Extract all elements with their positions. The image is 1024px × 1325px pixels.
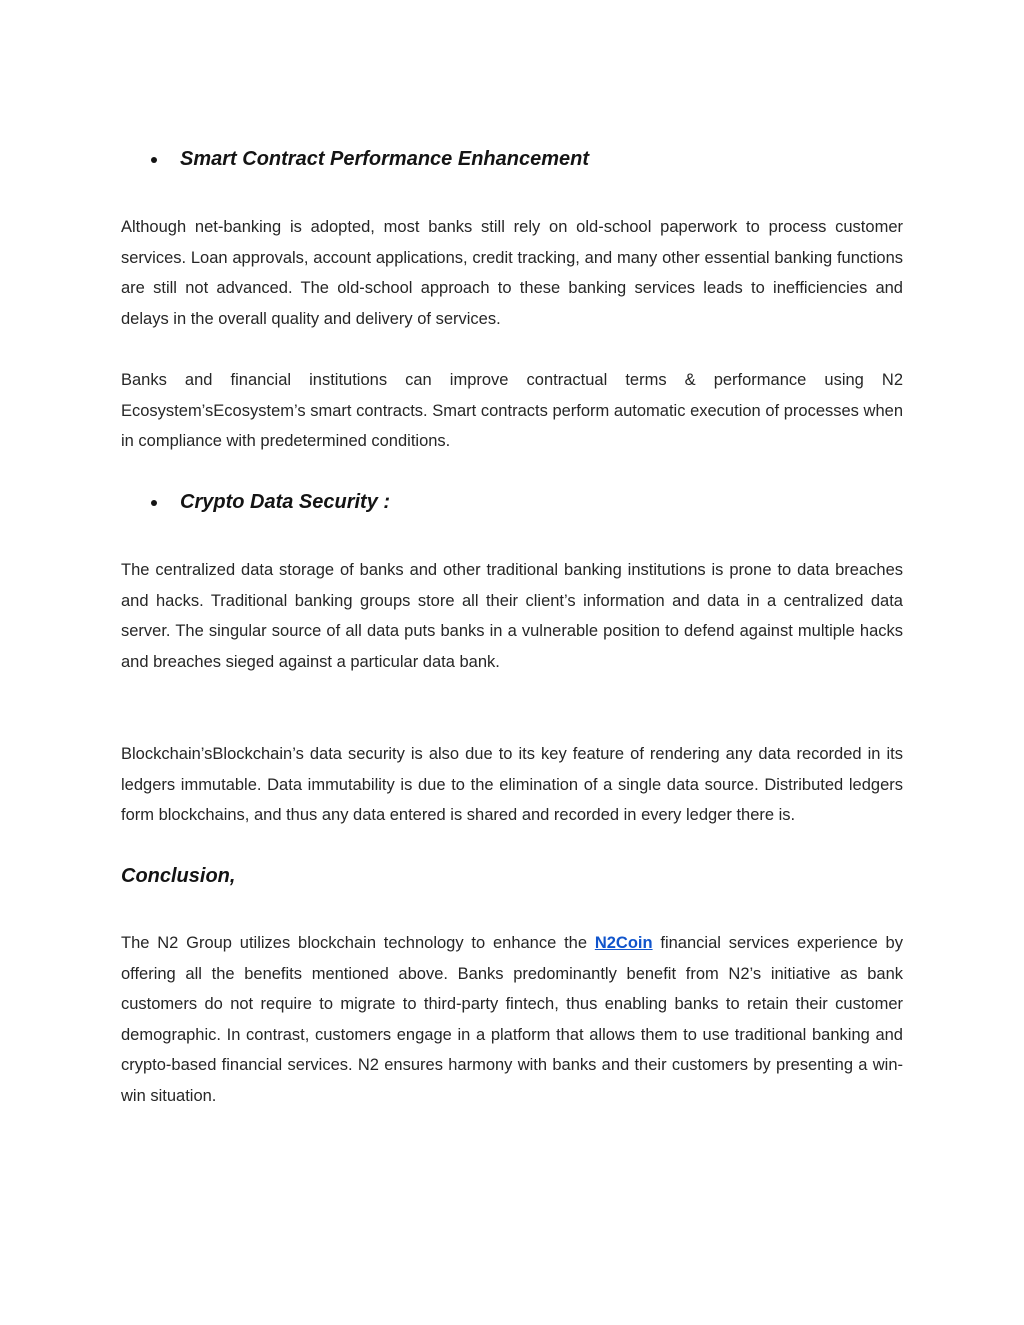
smart-contract-paragraph-2: Banks and financial institutions can improve contractual terms & performance using N2 Ecosystem’sEcosystem’s smart contracts. Smart contracts perform automatic execution of processes when in compliance with predetermined conditions. bbox=[121, 371, 903, 451]
smart-contract-heading-text: Smart Contract Performance Enhancement bbox=[180, 148, 590, 170]
bullet-dot-icon bbox=[151, 500, 157, 506]
crypto-data-security-heading-text: Crypto Data Security : bbox=[180, 491, 391, 513]
conclusion-text-after-link: financial services experience by offering all the benefits mentioned above. Banks predominantly benefit from N2’s initiative as bank customers do not require to migrate to third-party fintech, thus enabling banks to retain their customer demographic. In contrast, customers engage in a platform that allows them to use traditional banking and crypto-based financial services. N2 ensures harmony with banks and their customers by presenting a win-win situation. bbox=[121, 934, 903, 1105]
bullet-dot-icon bbox=[151, 157, 157, 163]
crypto-security-paragraph-2: Blockchain’sBlockchain’s data security is also due to its key feature of rendering any data recorded in its ledgers immutable. Data immutability is due to the elimination of a single data source. Distributed ledgers form blockchains, and thus any data entered is shared and recorded in every ledger there is. bbox=[121, 745, 903, 825]
crypto-security-paragraph-1: The centralized data storage of banks and other traditional banking institutions is prone to data breaches and hacks. Traditional banking groups store all their client’s information and data in a centralized data server. The singular source of all data puts banks in a vulnerable position to defend against multiple hacks and breaches sieged against a particular data bank. bbox=[121, 561, 903, 671]
smart-contract-heading bbox=[151, 148, 589, 171]
conclusion-text-before-link: The N2 Group utilizes blockchain technology to enhance the bbox=[121, 934, 595, 952]
n2coin-link[interactable]: N2Coin bbox=[594, 934, 653, 952]
conclusion-paragraph bbox=[121, 928, 903, 1112]
crypto-data-security-heading bbox=[151, 491, 390, 514]
smart-contract-paragraph-1: Although net-banking is adopted, most banks still rely on old-school paperwork to process customer services. Loan approvals, account applications, credit tracking, and many other essential banking functions are still not advanced. The old-school approach to these banking services leads to inefficiencies and delays in the overall quality and delivery of services. bbox=[121, 218, 903, 328]
conclusion-heading: Conclusion, bbox=[121, 865, 236, 887]
